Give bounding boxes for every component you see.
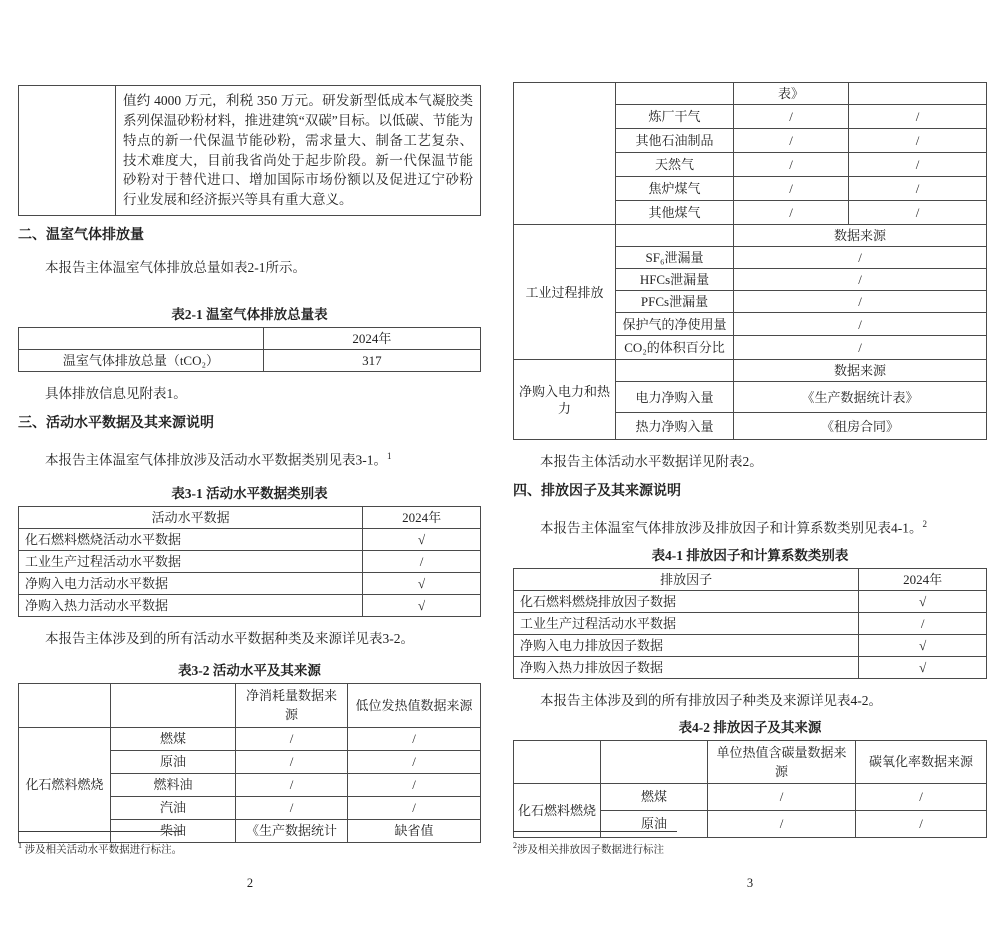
table-cell: 《生产数据统计 xyxy=(236,819,348,842)
table-cell: 保护气的净使用量 xyxy=(616,313,734,336)
table-header-cell: 低位发热值数据来源 xyxy=(348,683,481,727)
table-cell: 温室气体排放总量（tCO₂） xyxy=(19,350,264,372)
page-2-content xyxy=(18,85,481,843)
table-4-1 xyxy=(513,568,987,679)
table-cell-empty xyxy=(616,360,734,382)
table-header-cell: 数据来源 xyxy=(734,225,987,247)
table-caption-2-1: 表2-1 温室气体排放总量表 xyxy=(171,307,328,322)
table-cell: / xyxy=(708,783,856,810)
table-cell: 其他石油制品 xyxy=(616,129,734,153)
table-cell-empty xyxy=(514,740,601,783)
table-header-cell: 2024年 xyxy=(859,568,987,590)
table-caption-4-2: 表4-2 排放因子及其来源 xyxy=(678,719,822,735)
paragraph: 本报告主体涉及到的所有活动水平数据种类及来源详见表3-2。 xyxy=(45,630,414,646)
table-cell: / xyxy=(849,105,987,129)
table-cell: / xyxy=(348,796,481,819)
footnote-1 xyxy=(18,831,182,858)
table-cell: 其他煤气 xyxy=(616,201,734,225)
table-cell: 焦炉煤气 xyxy=(616,177,734,201)
table-cell: 燃煤 xyxy=(601,783,708,810)
paragraph xyxy=(18,446,481,471)
table-cell: / xyxy=(734,105,849,129)
footnote-marker: 2 xyxy=(922,519,927,529)
table-cell: / xyxy=(236,727,348,750)
table-cell: / xyxy=(236,796,348,819)
paragraph: 本报告主体活动水平数据详见附表2。 xyxy=(540,454,763,469)
table-header-cell: 净消耗量数据来源 xyxy=(236,683,348,727)
section-heading-3: 三、活动水平数据及其来源说明 xyxy=(18,416,214,431)
table-caption-4-1: 表4-1 排放因子和计算系数类别表 xyxy=(651,547,849,563)
footnote-text: $^2$涉及相关排放因子数据进行标注 xyxy=(513,841,664,856)
table-cell: / xyxy=(363,550,481,572)
table-cell: 原油 xyxy=(601,810,708,837)
table-cell: / xyxy=(348,773,481,796)
table-cell: / xyxy=(734,269,987,291)
table-cell: SF₆泄漏量 xyxy=(616,247,734,269)
table-cell: / xyxy=(708,810,856,837)
table-header-cell: 排放因子 xyxy=(514,568,859,590)
page-number: 3 xyxy=(746,876,754,890)
table-cell: 燃煤 xyxy=(111,727,236,750)
table-cell: 《生产数据统计表》 xyxy=(734,382,987,413)
paragraph: 本报告主体涉及到的所有排放因子种类及来源详见表4-2。 xyxy=(540,692,882,708)
table-header-cell: 数据来源 xyxy=(734,360,987,382)
table-cell: 净购入热力排放因子数据 xyxy=(514,656,859,678)
paragraph-text: 本报告主体温室气体排放涉及活动水平数据类别见表3-1。 xyxy=(45,452,387,468)
document-page-3 xyxy=(500,0,1000,936)
table-cell: 净购入电力排放因子数据 xyxy=(514,634,859,656)
table-3-2 xyxy=(18,683,481,843)
table-cell: 《租房合同》 xyxy=(734,413,987,440)
table-cell: / xyxy=(236,750,348,773)
table-cell: / xyxy=(849,153,987,177)
table-cell-empty xyxy=(616,83,734,105)
table-cell: 化石燃料燃烧排放因子数据 xyxy=(514,590,859,612)
section-heading-4: 四、排放因子及其来源说明 xyxy=(513,484,681,499)
table-cell: / xyxy=(856,783,987,810)
table-cell: 原油 xyxy=(111,750,236,773)
table-cell: 317 xyxy=(263,350,480,372)
table-cell-empty xyxy=(849,83,987,105)
table-cell-empty xyxy=(19,86,116,216)
table-caption-3-1: 表3-1 活动水平数据类别表 xyxy=(171,485,328,501)
table-cell: / xyxy=(849,129,987,153)
table-cell: √ xyxy=(859,634,987,656)
table-cell: CO₂的体积百分比 xyxy=(616,336,734,360)
table-header-cell: 碳氧化率数据来源 xyxy=(856,740,987,783)
table-cell: √ xyxy=(363,572,481,594)
paragraph-text: 本报告主体温室气体排放涉及排放因子和计算系数类别见表4-1。 xyxy=(540,520,923,536)
table-4-2 xyxy=(513,740,987,838)
table-cell: 表》 xyxy=(734,83,849,105)
table-cell: HFCs泄漏量 xyxy=(616,269,734,291)
footnote-text: $^1$ 涉及相关活动水平数据进行标注。 xyxy=(18,841,183,856)
continuation-table-3-2 xyxy=(513,82,987,440)
table-header-cell: 2024年 xyxy=(363,506,481,528)
section-heading-2: 二、温室气体排放量 xyxy=(18,228,144,243)
table-header-cell: 2024年 xyxy=(263,328,480,350)
table-cell: 燃料油 xyxy=(111,773,236,796)
table-cell-empty xyxy=(19,328,264,350)
table-cell: / xyxy=(856,810,987,837)
table-cell: / xyxy=(734,313,987,336)
table-cell-empty xyxy=(111,683,236,727)
table-cell: / xyxy=(236,773,348,796)
table-cell-empty xyxy=(601,740,708,783)
table-cell: 净购入热力活动水平数据 xyxy=(19,594,363,616)
table-cell: / xyxy=(734,336,987,360)
page-number: 2 xyxy=(246,876,254,890)
table-cell: 柴油 xyxy=(111,819,236,842)
table-cell: / xyxy=(849,177,987,201)
table-cell: 化石燃料燃烧活动水平数据 xyxy=(19,528,363,550)
table-cell: / xyxy=(734,153,849,177)
table-2-1 xyxy=(18,327,481,372)
paragraph: 具体排放信息见附表1。 xyxy=(45,386,187,401)
table-cell: √ xyxy=(363,528,481,550)
footnote-2 xyxy=(513,831,677,858)
table-cell: / xyxy=(734,291,987,313)
table-cell: / xyxy=(348,727,481,750)
table-group-cell: 化石燃料燃烧 xyxy=(514,783,601,837)
paragraph: 本报告主体温室气体排放总量如表2-1所示。 xyxy=(45,260,306,275)
project-description-cell: 值约 4000 万元，利税 350 万元。研发新型低成本气凝胶类系列保温砂粉材料，推进建筑“双碳”目标。以低碳、节能为特点的新一代保温节能砂粉，需求量大、制备工艺复杂、技术难度大，目前我省尚处于起步阶段。新一代保温节能砂粉对于替代进口、增加国际市场份额以及促进辽宁砂粉行业发展和经济振兴等具有重大意义。 xyxy=(116,86,481,216)
table-cell-empty xyxy=(19,683,111,727)
table-cell: 电力净购入量 xyxy=(616,382,734,413)
table-cell-empty xyxy=(616,225,734,247)
table-cell: / xyxy=(734,201,849,225)
footnote-divider xyxy=(18,831,182,832)
table-cell: 缺省值 xyxy=(348,819,481,842)
table-cell: 炼厂干气 xyxy=(616,105,734,129)
table-cell: / xyxy=(849,201,987,225)
table-cell: 工业生产过程活动水平数据 xyxy=(19,550,363,572)
table-group-cell: 化石燃料燃烧 xyxy=(19,727,111,842)
table-cell: 天然气 xyxy=(616,153,734,177)
table-cell: / xyxy=(348,750,481,773)
paragraph xyxy=(513,514,987,539)
table-cell: / xyxy=(859,612,987,634)
table-group-cell-empty xyxy=(514,83,616,225)
table-cell: 热力净购入量 xyxy=(616,413,734,440)
table-cell: / xyxy=(734,177,849,201)
table-header-cell: 单位热值含碳量数据来源 xyxy=(708,740,856,783)
table-cell: PFCs泄漏量 xyxy=(616,291,734,313)
table-cell: / xyxy=(734,129,849,153)
table-header-cell: 活动水平数据 xyxy=(19,506,363,528)
footnote-marker: 1 xyxy=(387,451,392,461)
table-cell: √ xyxy=(859,590,987,612)
table-cell: / xyxy=(734,247,987,269)
page-3-content xyxy=(513,82,987,838)
table-caption-3-2: 表3-2 活动水平及其来源 xyxy=(178,662,321,678)
table-cell: 净购入电力活动水平数据 xyxy=(19,572,363,594)
table-cell: 工业生产过程活动水平数据 xyxy=(514,612,859,634)
footnote-marker: 1 xyxy=(18,841,22,850)
footnote-divider xyxy=(513,831,677,832)
footnote-marker: 2 xyxy=(513,841,517,850)
table-group-cell: 净购入电力和热力 xyxy=(514,360,616,440)
table-3-1 xyxy=(18,506,481,617)
table-cell: √ xyxy=(859,656,987,678)
table-group-cell: 工业过程排放 xyxy=(514,225,616,360)
table-cell: 汽油 xyxy=(111,796,236,819)
continuation-table-page2 xyxy=(18,85,481,216)
table-cell: √ xyxy=(363,594,481,616)
